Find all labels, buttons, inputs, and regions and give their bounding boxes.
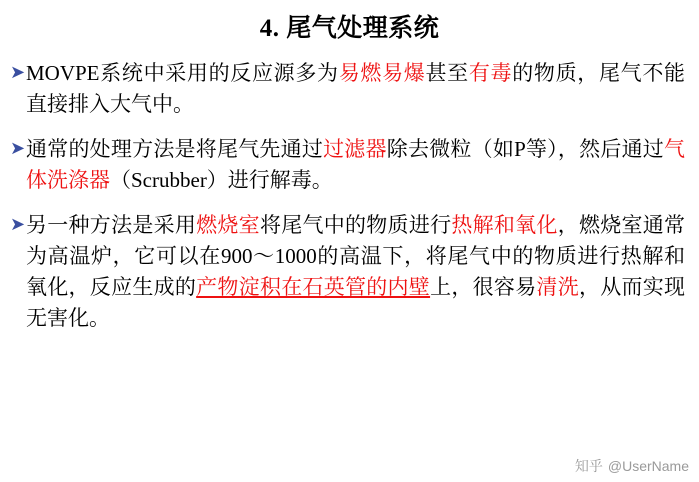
text-segment: 除去微粒（如P等），然后通过: [386, 137, 665, 161]
text-segment-highlight: 易燃易爆: [338, 61, 426, 85]
watermark-username: @UserName: [607, 458, 689, 474]
paragraph-1: [26, 58, 685, 120]
zhihu-logo-icon: 知乎: [574, 458, 603, 474]
text-segment-highlight: 燃烧室: [196, 213, 260, 237]
bullet-arrow-icon: ➤: [10, 214, 26, 235]
text-segment: 上，很容易: [430, 275, 537, 299]
bullet-arrow-icon: ➤: [10, 62, 26, 83]
text-segment: 通常的处理方法是将尾气先通过: [26, 137, 324, 161]
text-segment: MOVPE系统中采用的反应源多为: [26, 61, 339, 85]
text-segment: 甚至: [425, 61, 469, 85]
paragraph-2: [26, 134, 685, 196]
paragraph-3: [26, 210, 685, 334]
bullet-item: [10, 134, 685, 196]
text-segment-highlight: 气体洗涤器: [26, 137, 686, 192]
text-segment-highlight: 清洗: [536, 275, 579, 299]
text-segment: （Scrubber）进行解毒。: [110, 168, 333, 192]
bullet-arrow-icon: ➤: [10, 138, 26, 159]
page-title: 4. 尾气处理系统: [259, 15, 440, 42]
text-segment: 另一种方法是采用: [26, 213, 197, 237]
bullet-item: [10, 210, 685, 334]
slide-canvas: [0, 8, 699, 482]
text-segment-highlight: 过滤器: [323, 137, 387, 161]
text-segment-highlight: 热解和氧化: [451, 213, 558, 237]
text-segment: 将尾气中的物质进行: [259, 213, 452, 237]
slide-body: [0, 58, 699, 334]
bullet-item: [10, 58, 685, 120]
text-segment: ，燃烧室通常为高温炉，它可以在900～1000的高温下，将尾气中的物质进行热解和氧化，反应生成的: [26, 213, 686, 299]
watermark: [575, 456, 689, 476]
text-segment-highlight: 有毒: [468, 61, 513, 85]
text-segment: ，从而实现无害化。: [26, 275, 686, 330]
text-segment: 的物质，尾气不能直接排入大气中。: [26, 61, 686, 116]
text-segment-highlight-underline: 产物淀积在石英管的内壁: [196, 275, 431, 299]
